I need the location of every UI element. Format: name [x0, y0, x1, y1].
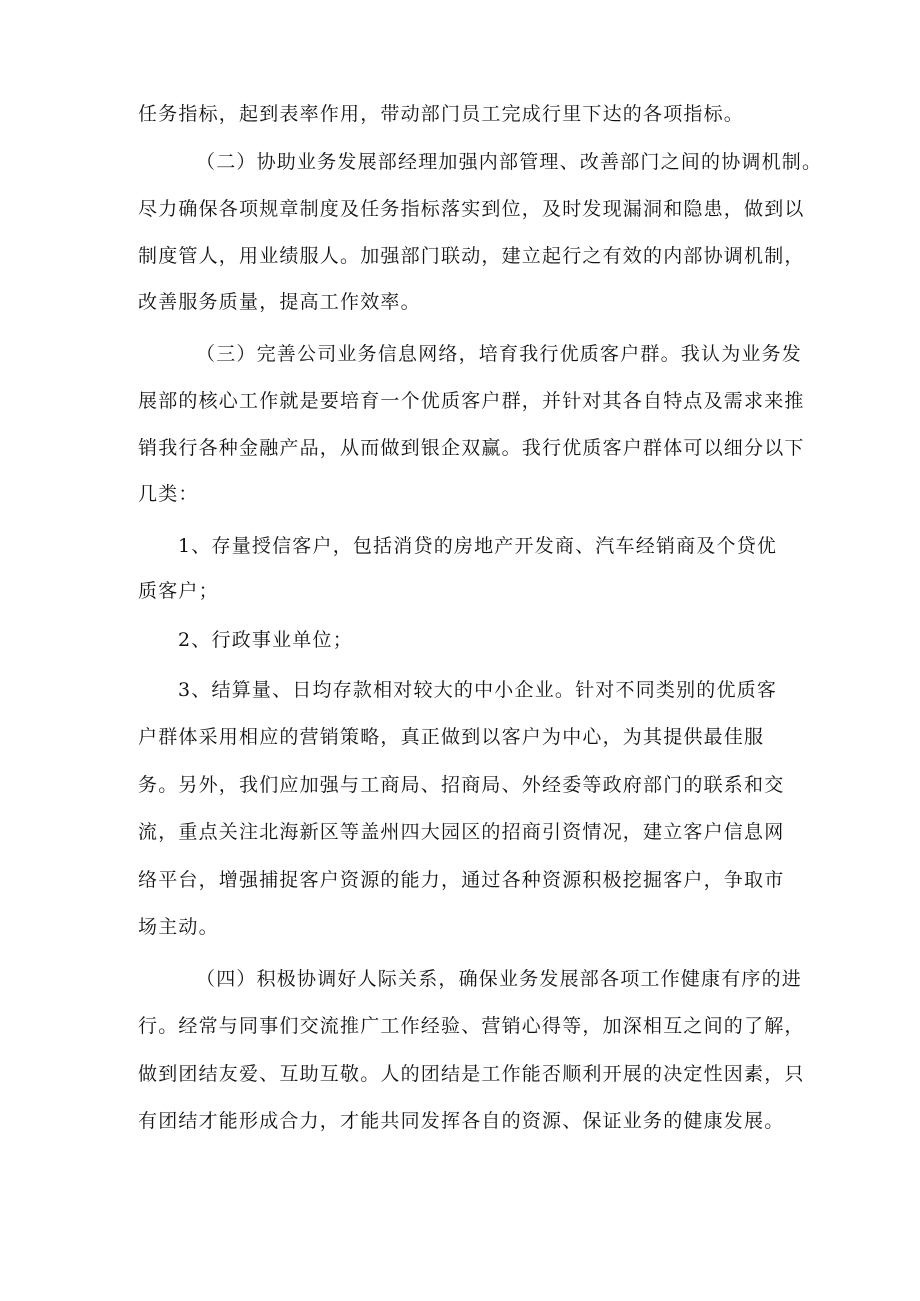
- text-line: （二）协助业务发展部经理加强内部管理、改善部门之间的协调机制。: [196, 151, 823, 173]
- text-line: （三）完善公司业务信息网络，培育我行优质客户群。我认为业务发: [196, 343, 803, 365]
- text-line: 3、结算量、日均存款相对较大的中小企业。针对不同类别的优质客: [178, 679, 778, 701]
- text-line: 2、行政事业单位；: [178, 629, 353, 651]
- text-line: 务。另外，我们应加强与工商局、招商局、外经委等政府部门的联系和交: [138, 774, 785, 796]
- text-line: 销我行各种金融产品，从而做到银企双赢。我行优质客户群体可以细分以下: [138, 437, 805, 459]
- text-line: 流，重点关注北海新区等盖州四大园区的招商引资情况，建立客户信息网: [138, 821, 785, 843]
- text-line: 络平台，增强捕捉客户资源的能力，通过各种资源积极挖掘客户，争取市: [138, 869, 785, 891]
- text-line: 制度管人，用业绩服人。加强部门联动，建立起行之有效的内部协调机制，: [138, 245, 805, 267]
- text-line: 场主动。: [138, 916, 219, 938]
- text-line: 几类：: [138, 483, 199, 505]
- text-line: 行。经常与同事们交流推广工作经验、营销心得等，加深相互之间的了解，: [138, 1015, 805, 1037]
- text-line: 改善服务质量，提高工作效率。: [138, 291, 421, 313]
- text-line: 质客户；: [138, 580, 219, 602]
- text-line: 1、存量授信客户，包括消贷的房地产开发商、汽车经销商及个贷优: [178, 535, 778, 557]
- text-line: 户群体采用相应的营销策略，真正做到以客户为中心，为其提供最佳服: [138, 726, 765, 748]
- text-line: 尽力确保各项规章制度及任务指标落实到位，及时发现漏洞和隐患，做到以: [138, 198, 805, 220]
- text-line: 任务指标，起到表率作用，带动部门员工完成行里下达的各项指标。: [138, 103, 745, 125]
- text-line: 展部的核心工作就是要培育一个优质客户群，并针对其各自特点及需求来推: [138, 390, 805, 412]
- text-line: （四）积极协调好人际关系，确保业务发展部各项工作健康有序的进: [196, 968, 803, 990]
- text-line: 有团结才能形成合力，才能共同发挥各自的资源、保证业务的健康发展。: [138, 1110, 785, 1132]
- text-line: 做到团结友爱、互助互敬。人的团结是工作能否顺利开展的决定性因素，只: [138, 1063, 805, 1085]
